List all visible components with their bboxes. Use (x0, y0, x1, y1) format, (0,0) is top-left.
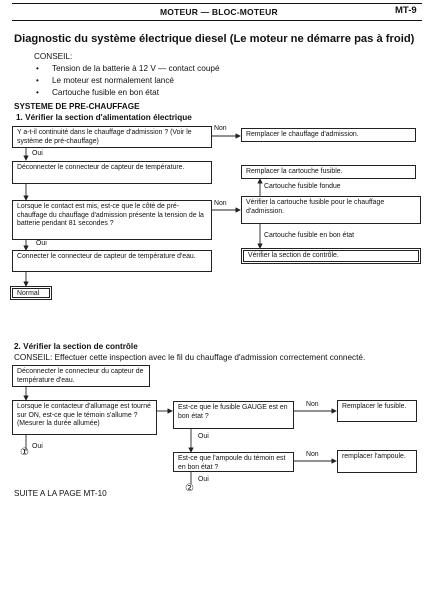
section2-conseil: CONSEIL: Effectuer cette inspection avec le fil du chauffage d'admission correctement connecté. (14, 353, 366, 362)
conseil-label: CONSEIL: (34, 52, 73, 61)
branch-label-non: Non (214, 125, 227, 132)
conseil-item: Tension de la batterie à 12 V — contact coupé (52, 64, 220, 73)
check-control-section-box: Vérifier la section de contrôle. (241, 248, 421, 264)
question-heater-continuity-box: Y a-t-il continuité dans le chauffage d'admission ? (Voir le système de pré-chauffage) (12, 126, 212, 148)
replace-fuse-cartridge-box: Remplacer la cartouche fusible. (241, 165, 416, 179)
branch-label-oui: Oui (198, 433, 209, 440)
disconnect-temp-sensor-box: Déconnecter le connecteur de capteur de température. (12, 161, 212, 184)
continuation-marker-1: ① (20, 447, 29, 458)
branch-label-non: Non (214, 200, 227, 207)
replace-bulb-box: remplacer l'ampoule. (337, 450, 417, 473)
section2-heading: 2. Vérifier la section de contrôle (14, 342, 138, 351)
question-gauge-fuse-box: Est-ce que le fusible GAUGE est en bon état ? (173, 401, 294, 429)
page-number: MT-9 (395, 5, 417, 16)
branch-label-oui: Oui (36, 240, 47, 247)
bullet-icon: • (36, 88, 39, 97)
connect-water-temp-sensor-box: Connecter le connecteur de capteur de température d'eau. (12, 250, 212, 272)
header-title: MOTEUR — BLOC-MOTEUR (160, 7, 278, 17)
replace-fuse-box: Remplacer le fusible. (337, 400, 417, 422)
branch-label-oui: Oui (32, 443, 43, 450)
conseil-item: Cartouche fusible en bon état (52, 88, 159, 97)
disconnect-water-sensor-box: Déconnecter le connecteur du capteur de température d'eau. (12, 365, 150, 387)
check-fuse-cartridge-box: Vérifier la cartouche fusible pour le chauffage d'admission. (241, 196, 421, 224)
page-title: Diagnostic du système électrique diesel (Le moteur ne démarre pas à froid) (14, 33, 415, 45)
section1-heading: SYSTEME DE PRE-CHAUFFAGE (14, 102, 140, 111)
bullet-icon: • (36, 64, 39, 73)
conseil-item: Le moteur est normalement lancé (52, 76, 174, 85)
branch-label-oui: Oui (32, 150, 43, 157)
continued-on-page-link: SUITE A LA PAGE MT-10 (14, 489, 107, 498)
branch-label-oui: Oui (198, 476, 209, 483)
question-warning-light-box: Lorsque le contacteur d'allumage est tourné sur ON, est-ce que le témoin s'allume ? (Mesurer la durée allumée) (12, 400, 157, 435)
question-bulb-box: Est-ce que l'ampoule du témoin est en bon état ? (173, 452, 294, 472)
branch-label-non: Non (306, 401, 319, 408)
normal-result-box: Normal (10, 286, 52, 300)
bullet-icon: • (36, 76, 39, 85)
branch-label-non: Non (306, 451, 319, 458)
section1-subheading: 1. Vérifier la section d'alimentation électrique (16, 113, 192, 122)
question-preheat-voltage-box: Lorsque le contact est mis, est-ce que le côté de pré-chauffage du chauffage d'admission présente la tension de la batterie pendant 81 secondes ? (12, 200, 212, 240)
replace-heater-box: Remplacer le chauffage d'admission. (241, 128, 416, 142)
continuation-marker-2: ② (185, 483, 194, 494)
branch-label-fuse-ok: Cartouche fusible en bon état (264, 232, 355, 239)
branch-label-fuse-blown: Cartouche fusible fondue (264, 183, 341, 190)
